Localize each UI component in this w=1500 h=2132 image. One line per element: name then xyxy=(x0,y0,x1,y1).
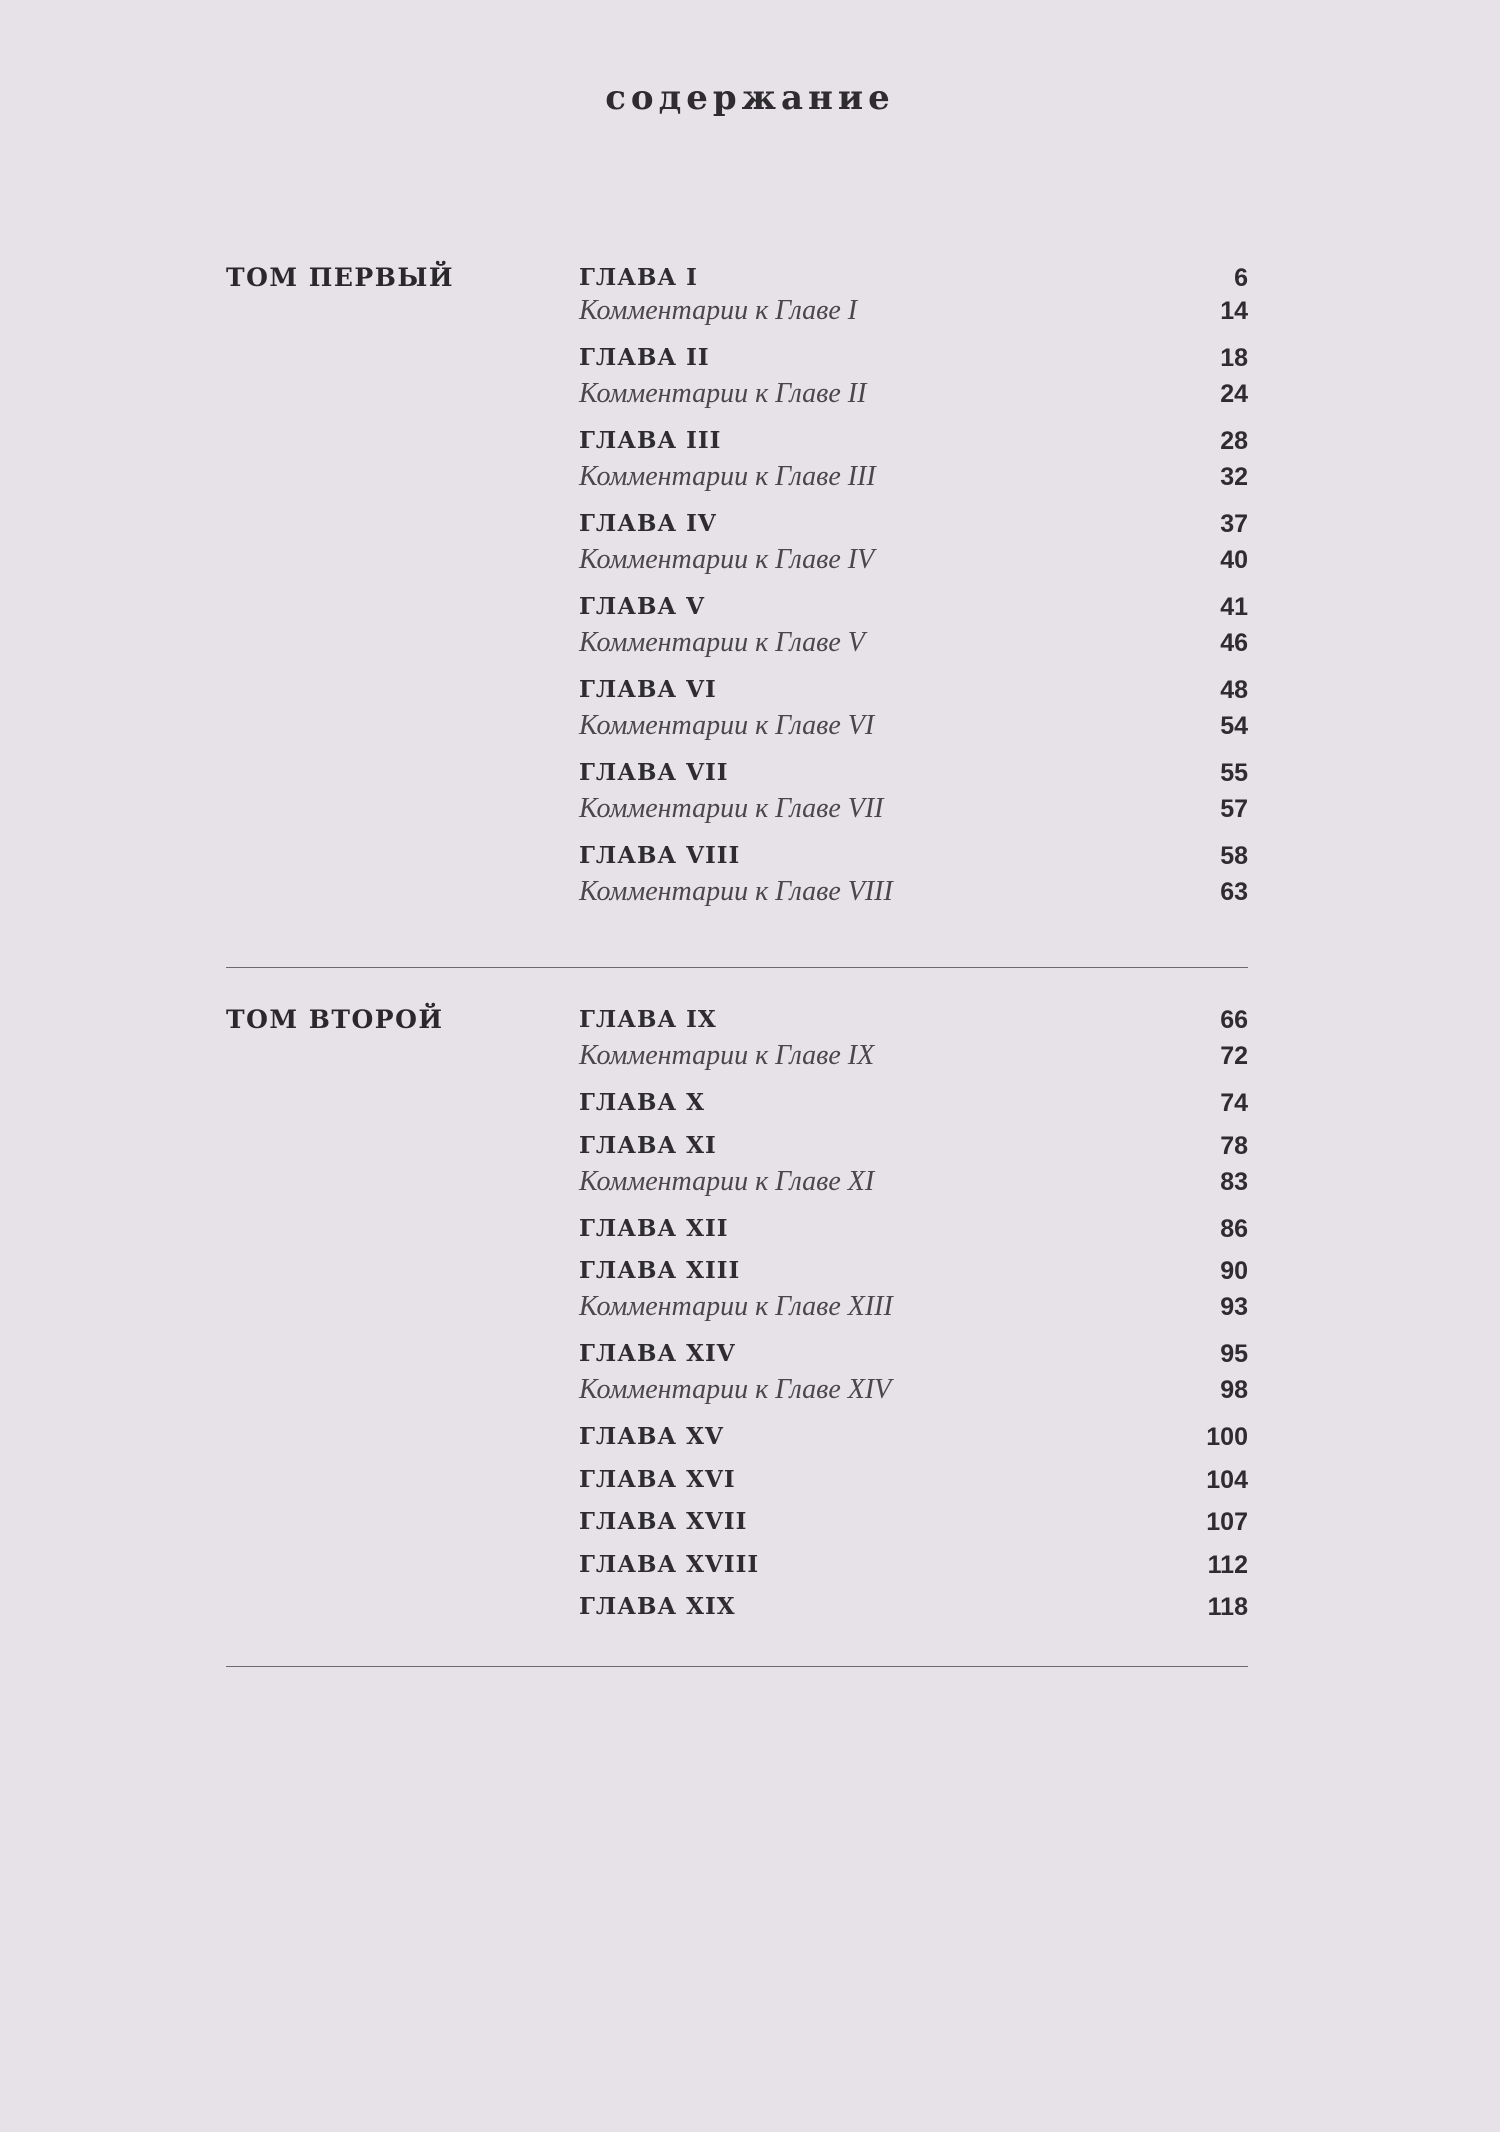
chapter-title: ГЛАВА X xyxy=(579,1089,705,1116)
toc-comment-entry[interactable] xyxy=(579,1038,1248,1074)
page-number: 55 xyxy=(1220,759,1248,787)
chapter-title: ГЛАВА VII xyxy=(579,759,729,786)
comment-title: Комментарии к Главе IX xyxy=(579,1040,875,1071)
toc-chapter-entry[interactable] xyxy=(579,1547,1248,1583)
page-number: 83 xyxy=(1220,1167,1248,1196)
toc-comment-entry[interactable] xyxy=(579,791,1248,827)
chapter-title: ГЛАВА IX xyxy=(579,1006,717,1033)
toc-chapter-entry[interactable] xyxy=(579,672,1248,708)
page-number: 48 xyxy=(1220,676,1248,704)
page-number: 24 xyxy=(1220,380,1248,408)
toc-chapter-entry[interactable] xyxy=(579,838,1248,874)
page-number: 54 xyxy=(1220,712,1248,740)
toc-comment-entry[interactable] xyxy=(579,1372,1248,1408)
page-number: 72 xyxy=(1220,1042,1248,1070)
toc-comment-entry[interactable] xyxy=(579,376,1248,412)
page-number: 40 xyxy=(1220,546,1248,574)
comment-title: Комментарии к Главе XI xyxy=(579,1165,875,1197)
comment-title: Комментарии к Главе VIII xyxy=(579,876,893,907)
page-number: 6 xyxy=(1234,264,1248,292)
comment-title: Комментарии к Главе IV xyxy=(579,544,875,575)
page-number: 14 xyxy=(1220,297,1248,325)
page-number: 104 xyxy=(1206,1465,1248,1494)
comment-title: Комментарии к Главе VI xyxy=(579,710,875,741)
end-divider xyxy=(226,1666,1248,1667)
chapter-title: ГЛАВА XIX xyxy=(579,1593,736,1620)
comment-title: Комментарии к Главе II xyxy=(579,378,867,409)
page-number: 63 xyxy=(1220,878,1248,906)
chapter-title: ГЛАВА XV xyxy=(579,1423,724,1450)
page-number: 118 xyxy=(1207,1593,1248,1621)
chapter-title: ГЛАВА XI xyxy=(579,1131,717,1159)
toc-comment-entry[interactable] xyxy=(579,459,1248,495)
chapter-title: ГЛАВА XVII xyxy=(579,1508,748,1535)
chapter-title: ГЛАВА XIII xyxy=(579,1257,741,1284)
chapter-title: ГЛАВА XVI xyxy=(579,1465,736,1493)
page-number: 93 xyxy=(1220,1293,1248,1321)
chapter-title: ГЛАВА XVIII xyxy=(579,1550,760,1578)
chapter-title: ГЛАВА II xyxy=(579,344,710,371)
page-number: 18 xyxy=(1220,344,1248,372)
volume-label: ТОМ ВТОРОЙ xyxy=(226,1005,444,1034)
toc-chapter-entry[interactable] xyxy=(579,1085,1248,1121)
comment-title: Комментарии к Главе VII xyxy=(579,793,884,824)
page-number: 100 xyxy=(1206,1423,1248,1451)
toc-chapter-entry[interactable] xyxy=(579,1462,1248,1498)
page-number: 86 xyxy=(1220,1214,1248,1243)
page-number: 90 xyxy=(1220,1257,1248,1285)
volume-divider xyxy=(226,967,1248,968)
page-number: 32 xyxy=(1220,463,1248,491)
toc-chapter-entry[interactable] xyxy=(579,755,1248,791)
page-number: 95 xyxy=(1220,1340,1248,1368)
chapter-title: ГЛАВА XIV xyxy=(579,1340,736,1367)
chapter-title: ГЛАВА VI xyxy=(579,676,717,703)
toc-chapter-entry[interactable] xyxy=(579,260,1248,296)
chapter-title: ГЛАВА IV xyxy=(579,510,717,537)
toc-chapter-entry[interactable] xyxy=(579,1336,1248,1372)
toc-chapter-entry[interactable] xyxy=(579,1504,1248,1540)
page-number: 112 xyxy=(1207,1550,1248,1579)
toc-chapter-entry[interactable] xyxy=(579,1589,1248,1625)
page-number: 66 xyxy=(1220,1006,1248,1034)
chapter-title: ГЛАВА III xyxy=(579,427,722,454)
toc-comment-entry[interactable] xyxy=(579,293,1248,329)
toc-comment-entry[interactable] xyxy=(579,708,1248,744)
page-number: 37 xyxy=(1220,510,1248,538)
toc-comment-entry[interactable] xyxy=(579,542,1248,578)
toc-comment-entry[interactable] xyxy=(579,874,1248,910)
chapter-title: ГЛАВА VIII xyxy=(579,842,741,869)
chapter-title: ГЛАВА V xyxy=(579,593,705,620)
toc-comment-entry[interactable] xyxy=(579,625,1248,661)
comment-title: Комментарии к Главе XIII xyxy=(579,1291,893,1322)
page-number: 74 xyxy=(1220,1089,1248,1117)
toc-chapter-entry[interactable] xyxy=(579,1002,1248,1038)
toc-chapter-entry[interactable] xyxy=(579,423,1248,459)
comment-title: Комментарии к Главе I xyxy=(579,295,858,326)
toc-chapter-entry[interactable] xyxy=(579,1253,1248,1289)
toc-chapter-entry[interactable] xyxy=(579,1128,1248,1164)
page-number: 58 xyxy=(1220,842,1248,870)
page-number: 41 xyxy=(1220,593,1248,621)
comment-title: Комментарии к Главе III xyxy=(579,461,876,492)
page-title: содержание xyxy=(605,78,895,118)
chapter-title: ГЛАВА XII xyxy=(579,1214,729,1242)
chapter-title: ГЛАВА I xyxy=(579,264,698,291)
page-number: 78 xyxy=(1220,1131,1248,1160)
toc-comment-entry[interactable] xyxy=(579,1164,1248,1200)
page-number: 28 xyxy=(1220,427,1248,455)
page-number: 107 xyxy=(1206,1508,1248,1536)
toc-comment-entry[interactable] xyxy=(579,1289,1248,1325)
page-number: 46 xyxy=(1220,629,1248,657)
comment-title: Комментарии к Главе XIV xyxy=(579,1374,892,1405)
toc-chapter-entry[interactable] xyxy=(579,340,1248,376)
toc-chapter-entry[interactable] xyxy=(579,1211,1248,1247)
toc-chapter-entry[interactable] xyxy=(579,506,1248,542)
page-number: 98 xyxy=(1220,1376,1248,1404)
toc-chapter-entry[interactable] xyxy=(579,1419,1248,1455)
volume-label: ТОМ ПЕРВЫЙ xyxy=(226,263,455,292)
comment-title: Комментарии к Главе V xyxy=(579,627,865,658)
toc-chapter-entry[interactable] xyxy=(579,589,1248,625)
page-number: 57 xyxy=(1220,795,1248,823)
